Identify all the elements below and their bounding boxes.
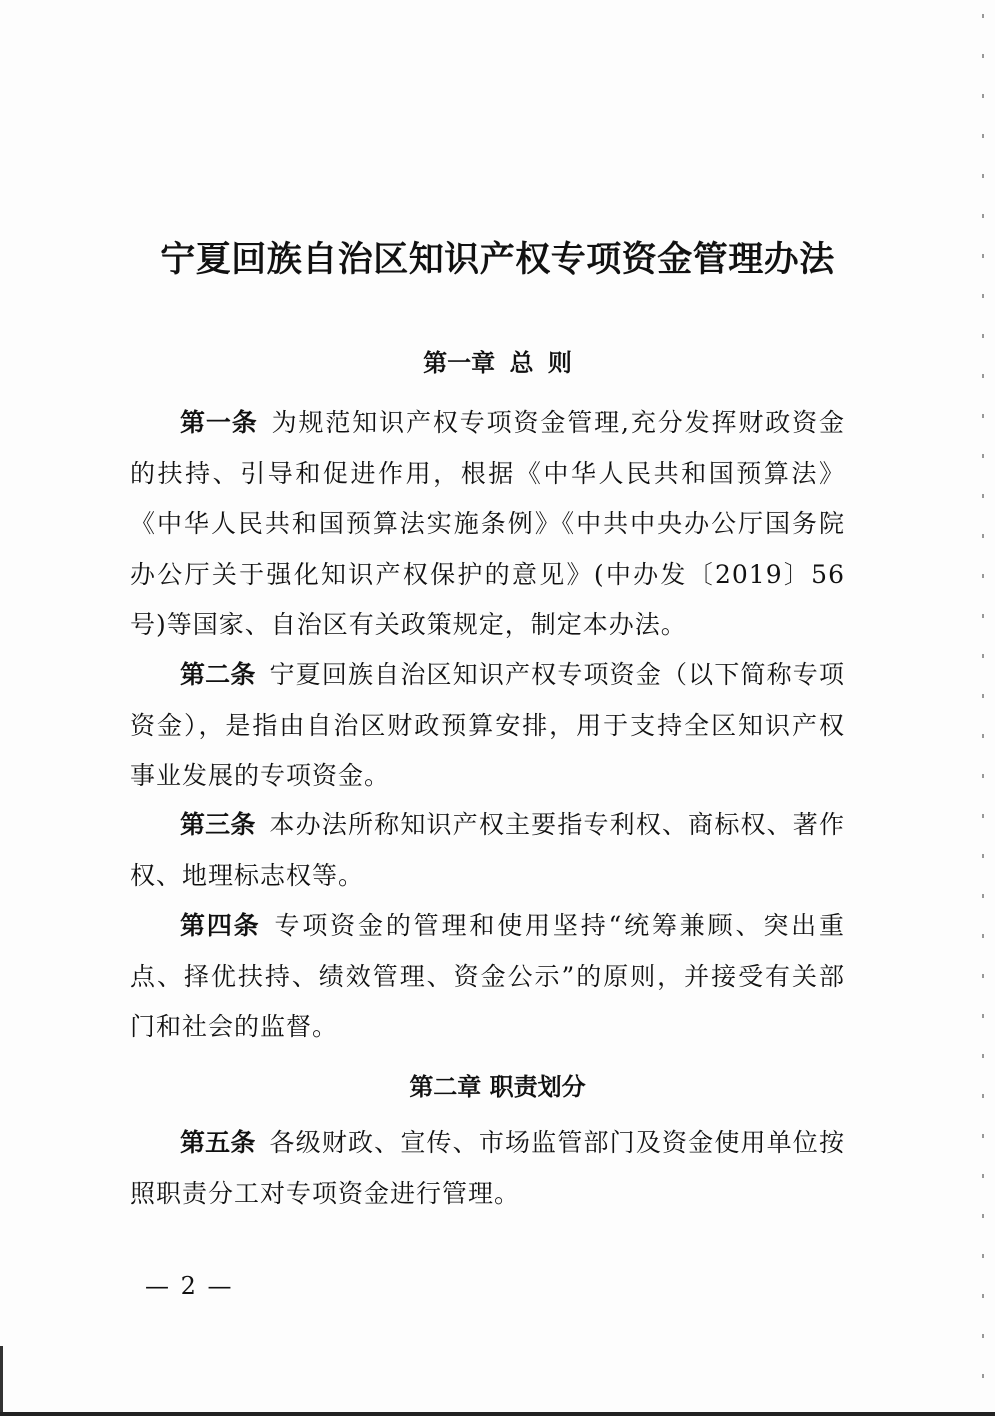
article-text: 专项资金的管理和使用坚持“统筹兼顾、突出重点、择优扶持、绩效管理、资金公示”的原则，并接受有关部门和社会的监督。: [130, 911, 845, 1041]
scan-edge-mark-bottom: [0, 1412, 995, 1416]
article-text: 本办法所称知识产权主要指专利权、商标权、著作权、地理标志权等。: [130, 810, 845, 890]
article-text: 各级财政、宣传、市场监管部门及资金使用单位按照职责分工对专项资金进行管理。: [130, 1128, 845, 1208]
article-text: 为规范知识产权专项资金管理,充分发挥财政资金的扶持、引导和促进作用，根据《中华人民共和国预算法》《中华人民共和国预算法实施条例》《中共中央办公厅国务院办公厅关于强化知识产权保护的意见》(中办发〔2019〕56号)等国家、自治区有关政策规定，制定本办法。: [130, 408, 845, 639]
article-2: [130, 650, 845, 802]
document-title: 宁夏回族自治区知识产权专项资金管理办法: [160, 240, 835, 280]
article-text: 宁夏回族自治区知识产权专项资金（以下简称专项资金），是指由自治区财政预算安排，用于支持全区知识产权事业发展的专项资金。: [130, 660, 845, 790]
page-number: — 2 —: [145, 1272, 234, 1300]
article-label: 第四条: [180, 911, 261, 940]
chapter-heading-1: 第一章 总 则: [423, 349, 572, 377]
chapter-heading-2: 第二章 职责划分: [409, 1073, 586, 1101]
article-label: 第二条: [180, 660, 256, 689]
article-3: [130, 800, 845, 901]
article-1: [130, 398, 845, 651]
scan-edge-mark: [982, 0, 984, 1416]
scan-edge-mark-left: [0, 1346, 3, 1416]
article-label: 第五条: [180, 1128, 256, 1157]
article-label: 第一条: [180, 408, 258, 437]
article-label: 第三条: [180, 810, 256, 839]
article-4: [130, 901, 845, 1053]
article-5: [130, 1118, 845, 1219]
